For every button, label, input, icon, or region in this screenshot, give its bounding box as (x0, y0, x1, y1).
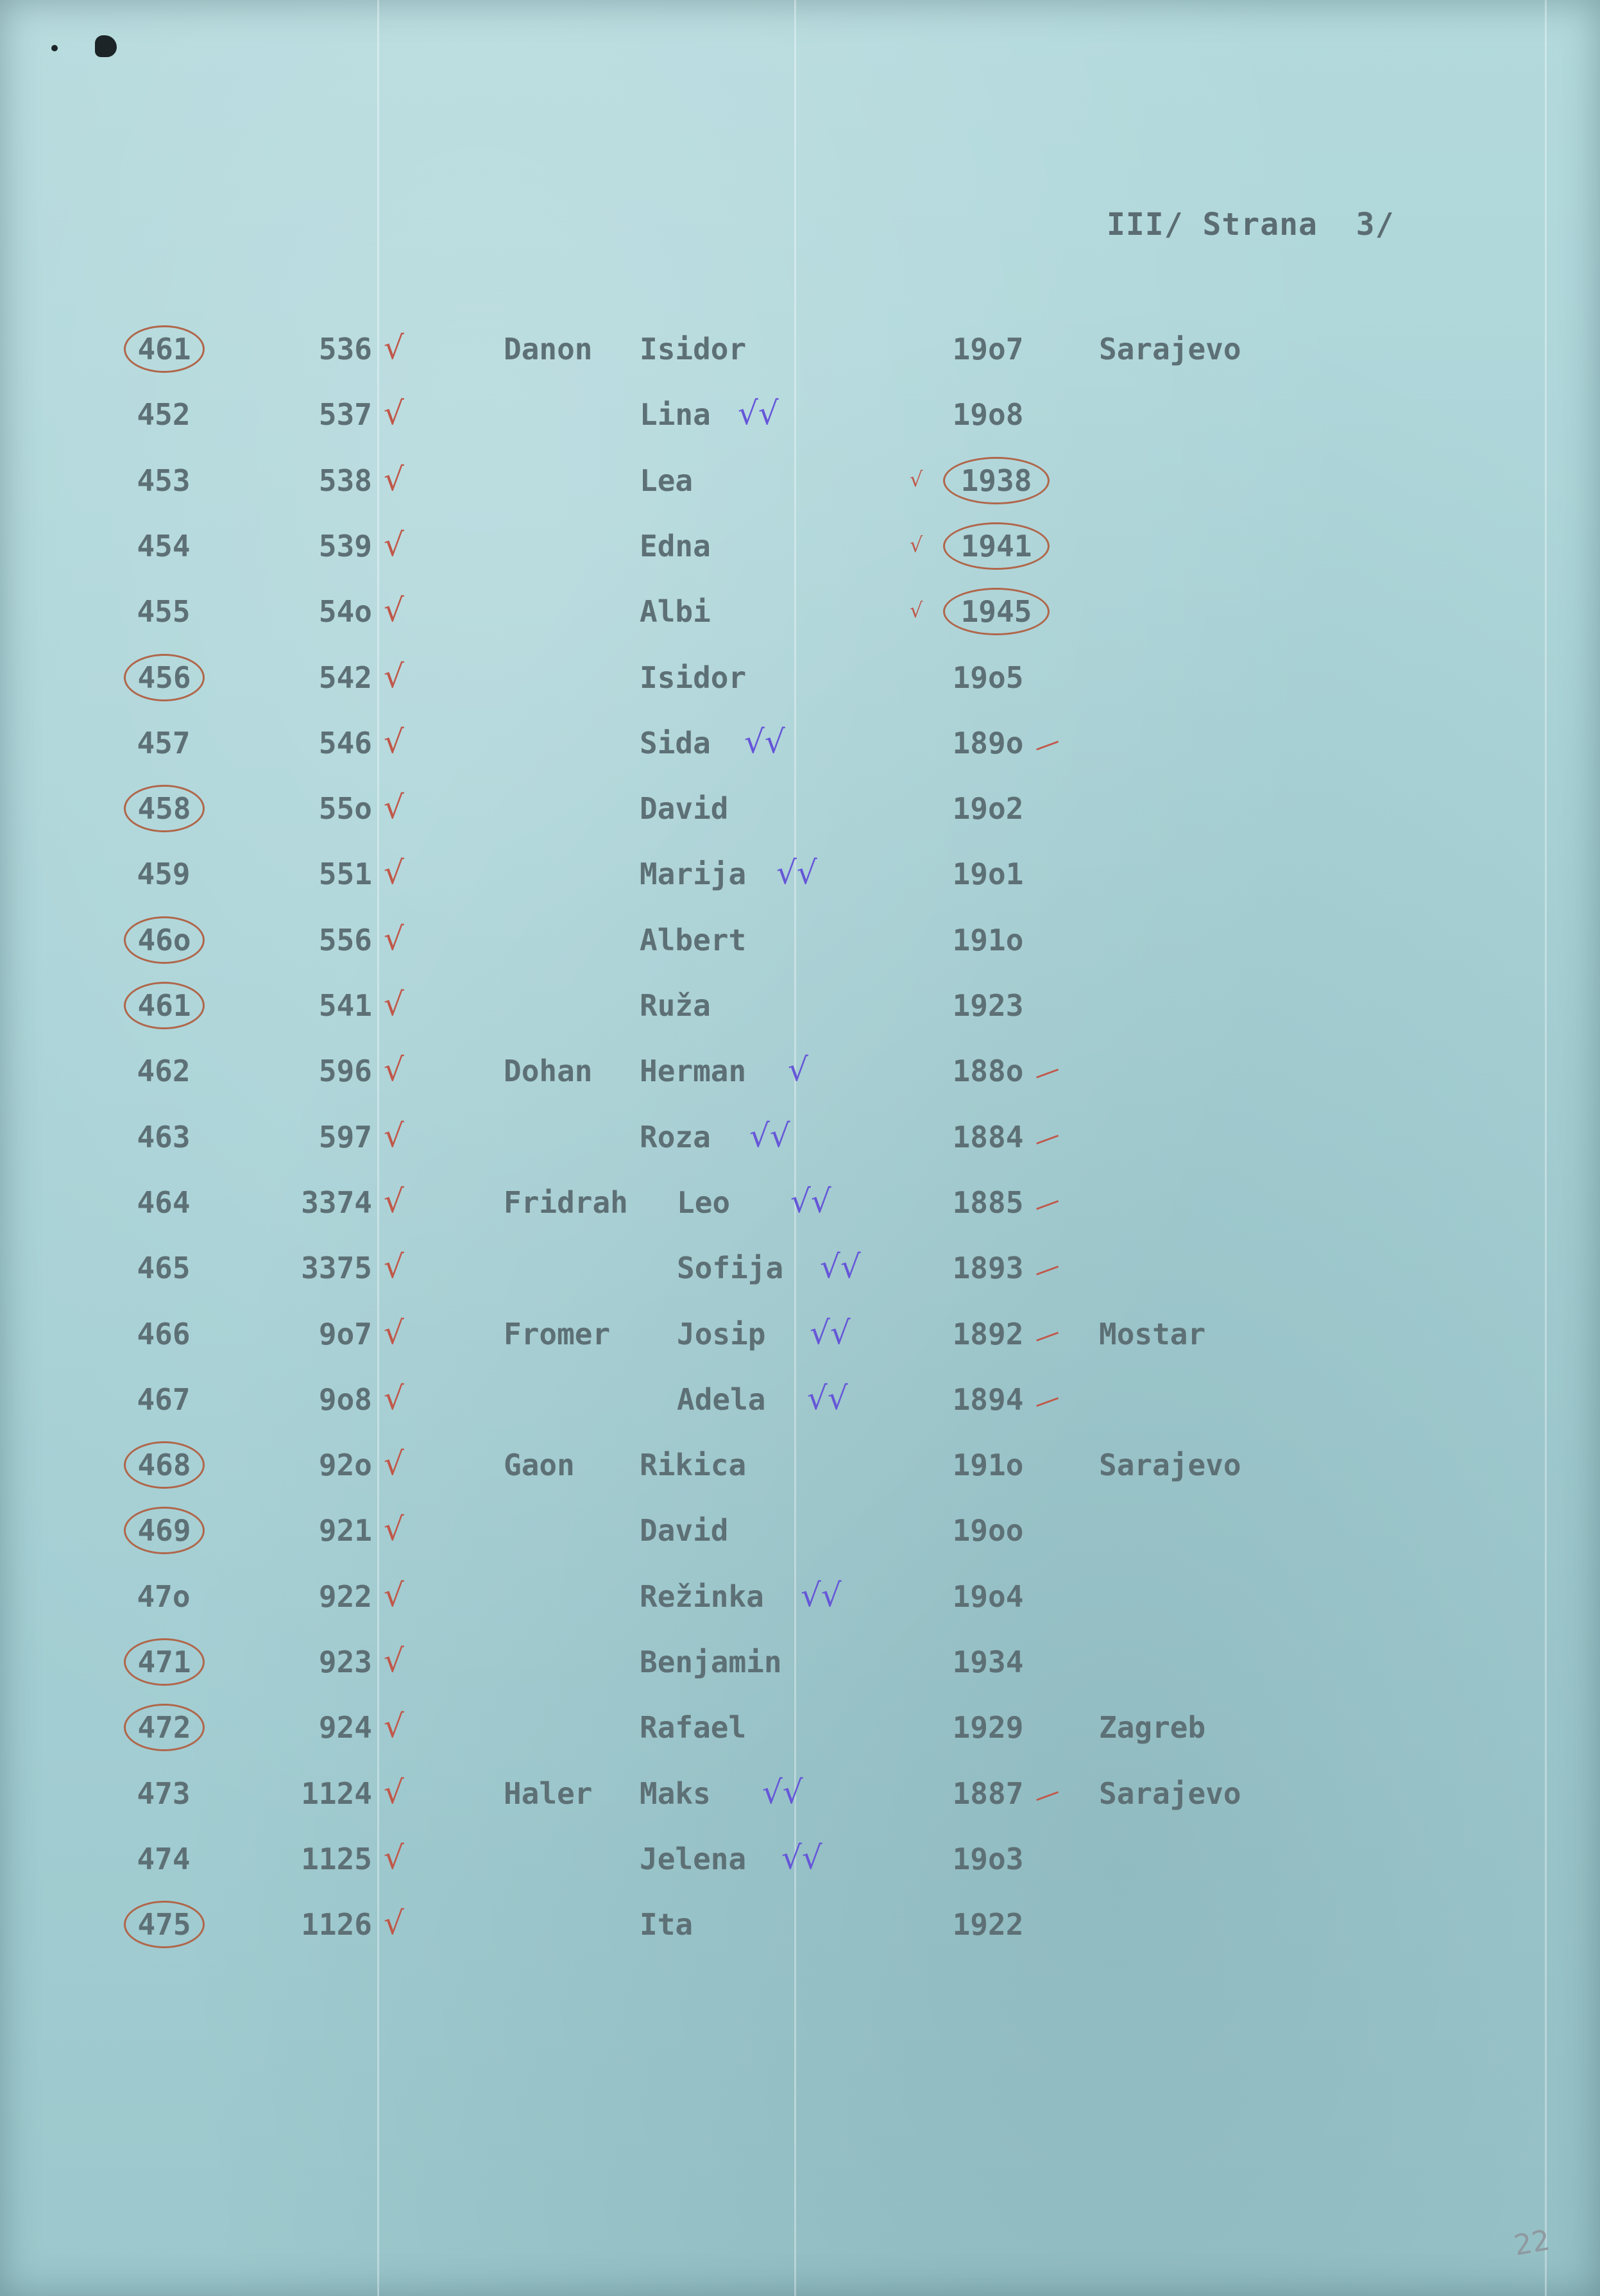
first-name: Herman (640, 1054, 747, 1088)
record-number-circled: 469 (124, 1507, 205, 1554)
first-name: Roza (640, 1120, 711, 1154)
reference-number: 551 (318, 857, 372, 891)
surname: Dohan (504, 1054, 593, 1088)
record-row (0, 388, 1600, 445)
check-mark-icon: √ (384, 658, 404, 695)
reference-number: 9o8 (318, 1382, 372, 1417)
record-number-circled: 461 (124, 325, 205, 373)
first-name: Leo (677, 1185, 731, 1220)
record-number-circled: 472 (124, 1704, 205, 1751)
reference-number: 92o (318, 1448, 372, 1482)
record-row (0, 1438, 1600, 1496)
record-number: 452 (137, 397, 191, 432)
surname: Fromer (504, 1317, 611, 1351)
first-name: Isidor (640, 660, 747, 695)
record-row (0, 322, 1600, 380)
record-number: 459 (137, 857, 191, 891)
birth-place: Zagreb (1099, 1710, 1206, 1745)
check-mark-icon: √ (384, 789, 404, 826)
pencil-dash-mark: — (1030, 1120, 1064, 1157)
record-row (0, 782, 1600, 839)
first-name: Edna (640, 529, 711, 563)
record-row (0, 1635, 1600, 1693)
record-row (0, 1570, 1600, 1627)
reference-number: 55o (318, 791, 372, 826)
record-number: 462 (137, 1054, 191, 1088)
pencil-dash-mark: — (1030, 1317, 1064, 1354)
record-number: 474 (137, 1842, 191, 1876)
birth-year: 1934 (952, 1645, 1024, 1679)
small-check-mark-icon: √ (910, 467, 923, 492)
record-row (0, 519, 1600, 577)
check-mark-icon: √ (384, 1708, 404, 1745)
corner-ink-dot (51, 45, 58, 51)
check-mark-icon: √ (384, 526, 404, 563)
record-number-circled: 456 (124, 654, 205, 701)
birth-year-circled: 1938 (943, 457, 1050, 504)
reference-number: 597 (318, 1120, 372, 1154)
first-name: Lea (640, 463, 694, 498)
reference-number: 596 (318, 1054, 372, 1088)
record-number: 473 (137, 1776, 191, 1811)
record-row (0, 1241, 1600, 1299)
check-mark-icon: √ (384, 461, 404, 498)
double-check-mark-icon: √√ (776, 854, 817, 891)
surname: Fridrah (504, 1185, 628, 1220)
check-mark-icon: √ (384, 1183, 404, 1220)
birth-year: 19o4 (952, 1579, 1024, 1614)
check-mark-icon: √ (384, 1511, 404, 1548)
reference-number: 3375 (301, 1251, 372, 1285)
birth-year: 19o2 (952, 791, 1024, 826)
pencil-dash-mark: — (1030, 1251, 1064, 1288)
check-mark-icon: √ (384, 1117, 404, 1154)
birth-year: 1894 (952, 1382, 1024, 1417)
birth-year: 1887 (952, 1776, 1024, 1811)
record-number-circled: 458 (124, 785, 205, 832)
check-mark-icon: √ (384, 854, 404, 891)
double-check-mark-icon: √√ (790, 1183, 831, 1220)
birth-year: 1893 (952, 1251, 1024, 1285)
first-name: Rikica (640, 1448, 747, 1482)
first-name: Adela (677, 1382, 766, 1417)
double-check-mark-icon: √√ (762, 1774, 803, 1811)
record-row (0, 1898, 1600, 1955)
birth-year: 1884 (952, 1120, 1024, 1154)
check-mark-icon: √ (384, 1314, 404, 1351)
surname: Haler (504, 1776, 593, 1811)
birth-year: 19oo (952, 1513, 1024, 1548)
pencil-dash-mark: — (1030, 1776, 1064, 1813)
reference-number: 923 (318, 1645, 372, 1679)
reference-number: 536 (318, 332, 372, 366)
check-mark-icon: √ (384, 1577, 404, 1614)
check-mark-icon: √ (384, 1774, 404, 1811)
birth-year: 19o7 (952, 332, 1024, 366)
corner-ink-blot (95, 35, 117, 57)
check-mark-icon: √ (384, 1839, 404, 1876)
first-name: David (640, 1513, 729, 1548)
reference-number: 1124 (301, 1776, 372, 1811)
record-number: 464 (137, 1185, 191, 1220)
first-name: Albert (640, 923, 747, 957)
record-row (0, 585, 1600, 642)
double-check-mark-icon: √√ (801, 1577, 842, 1614)
record-row (0, 847, 1600, 905)
birth-place: Sarajevo (1099, 1776, 1241, 1811)
birth-year: 19o5 (952, 660, 1024, 695)
birth-year: 188o (952, 1054, 1024, 1088)
pencil-dash-mark: — (1030, 1382, 1064, 1419)
birth-year: 19o8 (952, 397, 1024, 432)
record-row (0, 716, 1600, 774)
check-mark-icon: √ (384, 1051, 404, 1088)
first-name: Maks (640, 1776, 711, 1811)
birth-year: 1885 (952, 1185, 1024, 1220)
small-check-mark-icon: √ (910, 533, 923, 557)
first-name: David (640, 791, 729, 826)
page-number-pencil: 22 (1511, 2223, 1553, 2263)
reference-number: 921 (318, 1513, 372, 1548)
pencil-dash-mark: — (1030, 726, 1064, 763)
record-row (0, 1307, 1600, 1365)
surname: Gaon (504, 1448, 575, 1482)
check-mark-icon: √ (384, 592, 404, 629)
record-number-circled: 461 (124, 982, 205, 1029)
first-name: Benjamin (640, 1645, 782, 1679)
birth-year: 191o (952, 1448, 1024, 1482)
check-mark-icon: √ (384, 1445, 404, 1482)
first-name: Sida (640, 726, 711, 760)
reference-number: 556 (318, 923, 372, 957)
double-check-mark-icon: √ (788, 1051, 808, 1088)
first-name: Lina (640, 397, 711, 432)
first-name: Marija (640, 857, 747, 891)
record-number-circled: 471 (124, 1638, 205, 1686)
record-number-circled: 468 (124, 1441, 205, 1489)
check-mark-icon: √ (384, 329, 404, 366)
small-check-mark-icon: √ (910, 598, 923, 622)
record-row (0, 1176, 1600, 1233)
reference-number: 537 (318, 397, 372, 432)
check-mark-icon: √ (384, 920, 404, 957)
reference-number: 1126 (301, 1907, 372, 1942)
reference-number: 3374 (301, 1185, 372, 1220)
page-header: III/ Strana 3/ (1107, 207, 1395, 243)
record-number: 463 (137, 1120, 191, 1154)
reference-number: 538 (318, 463, 372, 498)
birth-year: 19o1 (952, 857, 1024, 891)
double-check-mark-icon: √√ (781, 1839, 822, 1876)
double-check-mark-icon: √√ (749, 1117, 790, 1154)
reference-number: 542 (318, 660, 372, 695)
check-mark-icon: √ (384, 1642, 404, 1679)
record-row (0, 1504, 1600, 1561)
reference-number: 924 (318, 1710, 372, 1745)
record-row (0, 1110, 1600, 1168)
reference-number: 922 (318, 1579, 372, 1614)
record-number: 454 (137, 529, 191, 563)
first-name: Albi (640, 594, 711, 629)
pencil-dash-mark: — (1030, 1054, 1064, 1091)
birth-place: Mostar (1099, 1317, 1206, 1351)
double-check-mark-icon: √√ (807, 1380, 848, 1417)
double-check-mark-icon: √√ (810, 1314, 851, 1351)
record-row (0, 913, 1600, 971)
birth-place: Sarajevo (1099, 1448, 1241, 1482)
reference-number: 54o (318, 594, 372, 629)
check-mark-icon: √ (384, 1248, 404, 1285)
record-number: 465 (137, 1251, 191, 1285)
reference-number: 1125 (301, 1842, 372, 1876)
record-number-circled: 46o (124, 916, 205, 964)
birth-year: 191o (952, 923, 1024, 957)
check-mark-icon: √ (384, 395, 404, 432)
reference-number: 9o7 (318, 1317, 372, 1351)
first-name: Isidor (640, 332, 747, 366)
double-check-mark-icon: √√ (744, 723, 785, 760)
record-row (0, 1832, 1600, 1890)
reference-number: 541 (318, 988, 372, 1023)
birth-place: Sarajevo (1099, 332, 1241, 366)
record-row (0, 1767, 1600, 1824)
reference-number: 546 (318, 726, 372, 760)
record-number: 466 (137, 1317, 191, 1351)
record-row (0, 651, 1600, 708)
record-number: 455 (137, 594, 191, 629)
record-row (0, 1701, 1600, 1758)
first-name: Jelena (640, 1842, 747, 1876)
check-mark-icon: √ (384, 1905, 404, 1942)
record-row (0, 1044, 1600, 1102)
double-check-mark-icon: √√ (738, 395, 779, 432)
record-row (0, 454, 1600, 511)
record-number: 457 (137, 726, 191, 760)
record-number: 467 (137, 1382, 191, 1417)
check-mark-icon: √ (384, 1380, 404, 1417)
pencil-dash-mark: — (1030, 1185, 1064, 1222)
record-row (0, 979, 1600, 1036)
birth-year-circled: 1945 (943, 588, 1050, 635)
first-name: Rafael (640, 1710, 747, 1745)
birth-year: 1923 (952, 988, 1024, 1023)
check-mark-icon: √ (384, 723, 404, 760)
birth-year: 1922 (952, 1907, 1024, 1942)
reference-number: 539 (318, 529, 372, 563)
record-number-circled: 475 (124, 1901, 205, 1948)
birth-year: 1929 (952, 1710, 1024, 1745)
record-number: 47o (137, 1579, 191, 1614)
birth-year-circled: 1941 (943, 522, 1050, 570)
record-row (0, 1373, 1600, 1430)
surname: Danon (504, 332, 593, 366)
first-name: Ita (640, 1907, 694, 1942)
double-check-mark-icon: √√ (820, 1248, 861, 1285)
check-mark-icon: √ (384, 986, 404, 1023)
birth-year: 1892 (952, 1317, 1024, 1351)
first-name: Josip (677, 1317, 766, 1351)
first-name: Sofija (677, 1251, 784, 1285)
birth-year: 189o (952, 726, 1024, 760)
first-name: Ruža (640, 988, 711, 1023)
birth-year: 19o3 (952, 1842, 1024, 1876)
first-name: Režinka (640, 1579, 764, 1614)
record-number: 453 (137, 463, 191, 498)
